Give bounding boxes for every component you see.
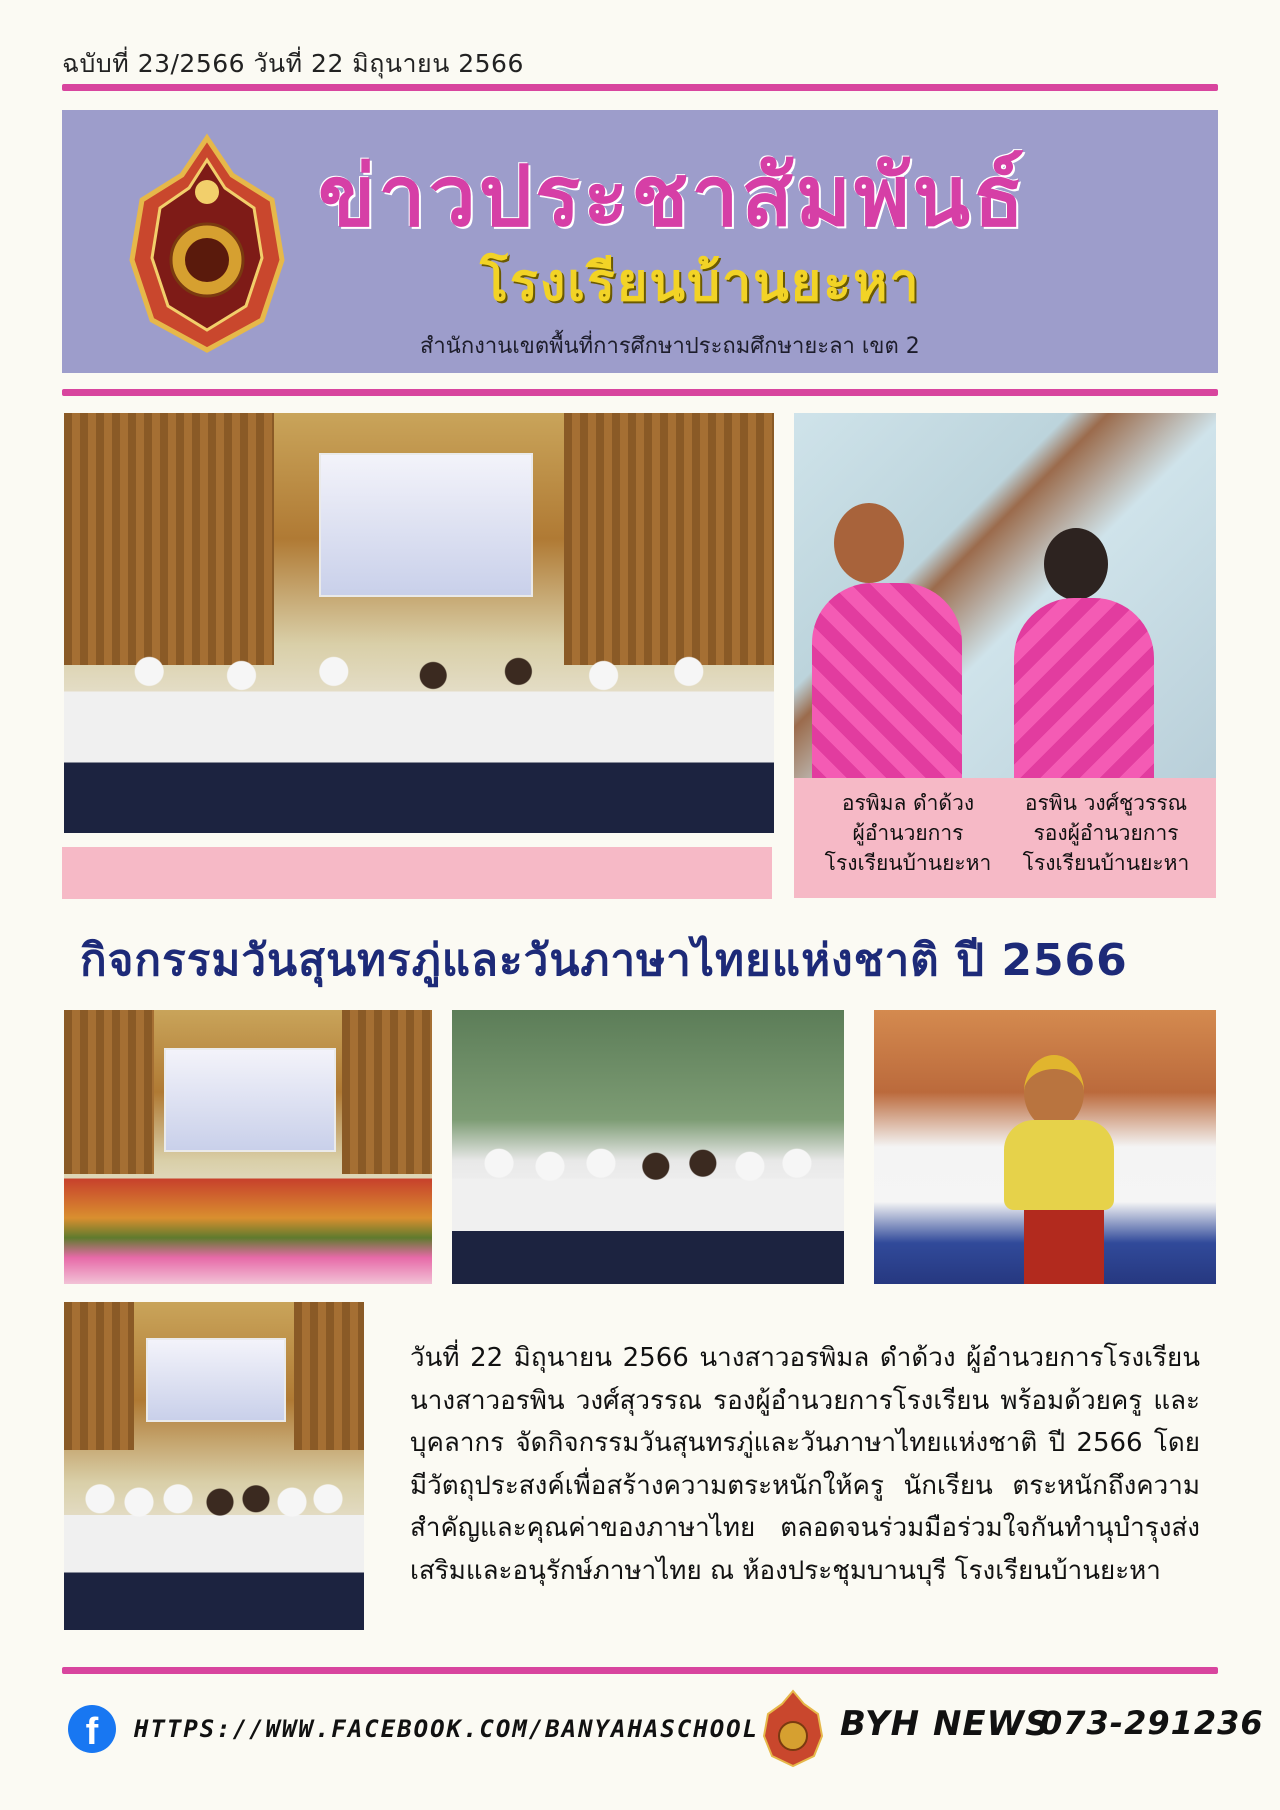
auditorium-photo: [64, 1302, 364, 1630]
article-headline: กิจกรรมวันสุนทรภู่และวันภาษาไทยแห่งชาติ ปี 2566: [80, 935, 1128, 986]
school-name: โรงเรียนบ้านยะหา: [480, 253, 921, 313]
executive-caption-2: [1006, 788, 1206, 878]
phone-number: 073-291236: [1040, 1704, 1264, 1742]
brand-name: BYH NEWS: [840, 1704, 1051, 1744]
executive-caption-1: [808, 788, 1008, 878]
executive-position-1: ผู้อำนวยการ: [852, 821, 964, 845]
executives-photo: [794, 413, 1216, 778]
executive-name-2: อรพิน วงศ์ชูวรรณ: [1024, 791, 1188, 815]
event-photo-performer: [874, 1010, 1216, 1284]
article-body: วันที่ 22 มิถุนายน 2566 นางสาวอรพิมล ดำด้วง ผู้อำนวยการโรงเรียน นางสาวอรพิน วงศ์สุวรรณ รองผู้อำนวยการโรงเรียน พร้อมด้วยครู และบุคลากร จัดกิจกรรมวันสุนทรภู่และวันภาษาไทยแห่งชาติ ปี 2566 โดยมีวัตถุประสงค์เพื่อสร้างความตระหนักให้ครู นักเรียน ตระหนักถึงความสำคัญและคุณค่าของภาษาไทย ตลอดจนร่วมมือร่วมใจกันทำนุบำรุงส่งเสริมและอนุรักษ์ภาษาไทย ณ ห้องประชุมบานบุรี โรงเรียนบ้านยะหา: [410, 1343, 1200, 1586]
executive-name-1: อรพิมล ดำด้วง: [841, 791, 975, 815]
executive-position-2: รองผู้อำนวยการ: [1033, 821, 1179, 845]
newsletter-title: ข่าวประชาสัมพันธ์: [318, 147, 1028, 245]
issue-info: ฉบับที่ 23/2566 วันที่ 22 มิถุนายน 2566: [62, 49, 524, 78]
executive-school-1: โรงเรียนบ้านยะหา: [824, 851, 992, 875]
executive-school-2: โรงเรียนบ้านยะหา: [1022, 851, 1190, 875]
event-photo-students: [452, 1010, 844, 1284]
executives-caption-box: [794, 778, 1216, 898]
photo-caption-bar: [62, 847, 772, 899]
school-seal-logo: [122, 130, 292, 355]
banner-divider: [62, 389, 1218, 396]
footer-seal-logo: [760, 1688, 826, 1768]
facebook-icon[interactable]: f: [68, 1705, 116, 1753]
main-event-photo: [64, 413, 774, 833]
facebook-url-link[interactable]: HTTPS://WWW.FACEBOOK.COM/BANYAHASCHOOL: [134, 1715, 760, 1743]
top-divider: [62, 84, 1218, 91]
footer-divider: [62, 1667, 1218, 1674]
event-photo-costumes: [64, 1010, 432, 1284]
education-office: สำนักงานเขตพื้นที่การศึกษาประถมศึกษายะลา เขต 2: [420, 334, 920, 359]
